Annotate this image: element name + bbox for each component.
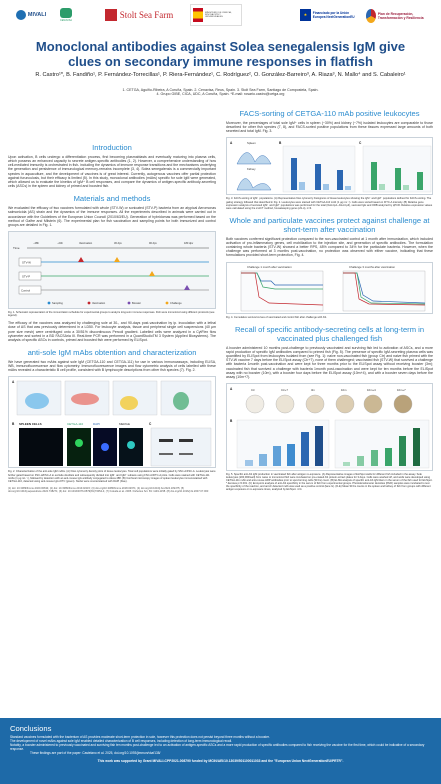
eu-flag-icon: ★	[300, 9, 311, 21]
legend-challenge: Challenge	[170, 302, 182, 306]
fig3-panel-a-label: A	[230, 141, 233, 146]
histogram-spleen	[237, 153, 271, 165]
conclusion-2: The development of novel mAbs against sole IgM enabled detailed characterization of B cell responses, including detection of long-term immunological recall.	[10, 738, 233, 743]
elispot-well	[306, 395, 324, 413]
bar	[403, 185, 409, 190]
eu-funding-logo: ★ Financiado por la Unión Europea NextGenerationEU	[300, 6, 360, 24]
confocal-image-spleen	[19, 428, 63, 466]
figure-1-caption: Fig. 1. Schematic representation of the immunization schedule for experimental groups to analyze long-term immune responses. Fish were immunized using different protocols (see legend).	[8, 311, 215, 318]
blot-band	[179, 453, 193, 455]
bar	[395, 168, 401, 190]
bar	[301, 432, 309, 466]
timeline-legend	[48, 301, 183, 305]
mivali-logo-icon	[16, 10, 26, 20]
timeline-label-vaccination: Vaccination	[79, 242, 93, 246]
blot-band	[179, 439, 193, 442]
elispot-well	[364, 395, 382, 413]
timeline-label-24h: −24h	[57, 242, 63, 246]
authors: R. Castro¹*, B. Fandiño¹, P. Fernández-Torrecillas¹, P. Riera-Fernández¹, C. Rodríguez², O. González-Barreiro³, A. Riaza³, N. Mallo⁴ and S. Cabaleiro¹	[35, 72, 406, 78]
cell-blue	[101, 443, 109, 451]
figure-5	[226, 383, 433, 471]
bar	[245, 460, 253, 466]
fig3-spleen-label: Spleen	[247, 141, 256, 146]
bar	[259, 454, 267, 466]
bar	[417, 172, 423, 190]
histogram-kidney	[237, 179, 271, 191]
density-cloud	[71, 393, 99, 405]
vaccines-text: Both vaccines conferred significant protection compared to the non-vaccinated control at 1 month after immunization, which included activation of pro-inflammatory genes, cell mobilization to the injection site, and generation of specific antibodies. The formulation containing whole bacteria (STV-W) showed a better RPS, 48% compared to 34% for the particulate bacteria. However, when the challenge was performed at 3 months post-vaccination, no protection was observed with either vaccine, indicating that these formulations provided short-term protection, Fig. 4.	[226, 236, 433, 258]
bar	[379, 184, 385, 190]
fig2-panel-b-label: B	[12, 422, 15, 427]
figure-2-caption: Fig. 2. Characterization of the anti-sole IgM mAbs. (A) Flow cytometry density plots of tissue leukocytes. Total cell populations were initially gated by SSC-A/FSC-A. Leukocytes were further gated based on FSC-H/FSC-A to exclude doublets and subsequently divided into IgM⁺ and IgM⁻ subsets using FSC-A/FITC-A plots. Cells were stained with CETGA-111 mAbs (1 µg mL⁻¹), followed by detection with an anti-mouse IgG antibody conjugated to Alexa 488. (B) Confocal microscopy images of spleen leukocytes immunostained with CETGA-110, detected using anti-mouse IgG-FITC (green). Nuclei were counterstained with DAPI (blue).	[8, 470, 216, 483]
elispot-well	[246, 395, 264, 413]
group-label-control: Control	[21, 288, 31, 293]
figure-1-timeline	[8, 231, 216, 309]
timeline-group-rows	[19, 257, 209, 294]
fig3-kidney-label: Kidney	[247, 167, 256, 172]
bar	[385, 448, 392, 466]
fig3-panel-c-label: C	[359, 141, 362, 146]
timeline-label-30dpv: 30 dpv	[114, 242, 122, 246]
fig2-cetga110-label: CETGA-110	[67, 422, 84, 427]
density-plots	[17, 381, 211, 415]
well-label-10m7: 10m+7	[397, 387, 406, 392]
vaccination-marker-icon	[78, 257, 84, 262]
recall-heading: Recall of specific antibody-secreting cells at long-term in vaccinated plus challenged fish	[234, 324, 425, 343]
cell-green	[75, 439, 83, 447]
mabs-text: We have generated two mAbs against sole IgM (CETGA-110 and CETGA-111) for use in various immunoassays, including ELISA, WB, immunofluorescence and flow cytometry. Immunofluorescence images and flow cytometric analysis of cells labelled with these mAbs revealed a characteristic B cell profile, consistent with B lymphocyte descriptions from other fish species (7). Fig. 2.	[8, 360, 216, 373]
density-cloud	[25, 393, 49, 409]
references: (1) doi: 10.3389/fimmu.2020.00634; (2) doi: 10.3389/fimmu.2019.02115; (3) doi.org/10.3389/fimmu.2018.02971; (4) doi.org/10.1016/j.fsi.2024.109475; (5) doi.org/10.1016/j.aquaculture.2022.738271; (6) doi: 10.1016/0076-6879(81)73054-4; (7) Fukuda et al. 2005. Fisheries Sci. 69: 1149-1158. (8) doi.org/10.1016/j.fsi.2007.07.003	[8, 486, 209, 493]
fig2-panel-a-label: A	[12, 380, 15, 385]
methods-text-2: The efficacy of the vaccines was analyzed by challenging sole at 30-, and 90-days post-vaccination by ip. inoculation with a lethal dose of AS that was previously determined in a LD50. For leukocyte analysis, tissue and peripheral single cell suspensions (40 µm pore size mesh) were centrifuged onto a 30/51% discontinuous Percoll gradient. Labelled cells were analyzed in a CytFlex flow cytometer and sorted in a BD FACSAria III. Real-time PCR was performed in a QuantStudioTM 3 System (Applied Biosystems). The analysis of specific ASCs in controls, primed and boosted fish were performed by ELISpot.	[8, 321, 216, 342]
elispot-well	[394, 395, 412, 413]
fig2-spleen-cells-label: SPLEEN CELLS	[19, 422, 42, 427]
bar	[273, 446, 281, 466]
well-label-ctr7: Ctr+7	[281, 387, 288, 392]
affiliations	[40, 88, 401, 97]
fig2-dapi-label: DAPI	[93, 422, 101, 427]
figure-4-caption: Fig. 4. Cumulative survival curves of vaccinated and control fish after challenge with AS.	[226, 315, 327, 319]
methods-text: We evaluated the efficacy of two vaccines formulated with whole (STV-W) or sonicated (STV-P) bacteria from an atypical Aeromonas salmonicida (AS) strain and the dynamics of the immune responses. All the experiments described in animals were carried out in accordance with the Guidelines of the European Union Council (2010/63/EU). Generation of hybridomas was performed based on the method of Galfre and Milstein (6). The experimental plan for fish vaccination and sampling points for both immunized and control groups are detailed in Fig. 1.	[8, 206, 216, 227]
logo-strip	[0, 0, 441, 34]
bar	[291, 158, 297, 190]
well-label-3m: 3m	[311, 387, 315, 392]
conclusions-heading: Conclusions	[10, 724, 52, 733]
bar	[287, 444, 295, 466]
stolt-sea-farm-logo: Stolt Sea Farm	[90, 6, 188, 24]
booster-marker-icon	[184, 285, 190, 290]
ministry-logo: MINISTERIO DE CIENCIA, INNOVACIÓN Y UNIVERSIDADES	[190, 4, 242, 26]
figure-4	[226, 262, 433, 314]
western-blot-panel	[151, 428, 211, 466]
timeline-label-90dpv: 90 dpv	[149, 242, 157, 246]
bar	[399, 436, 406, 466]
cenavisa-logo-icon	[60, 8, 72, 18]
intro-heading: Introduction	[92, 143, 132, 152]
survival-chart-1	[241, 271, 323, 311]
conclusion-1: Standard vaccines formulated with the bacterium of AS provides moderate short-term protection in sole, however this protection does not persist beyond three months without a booster.	[10, 735, 270, 739]
figure-3-svg	[227, 138, 434, 196]
bar	[323, 184, 329, 190]
challenge-marker-icon	[114, 257, 120, 262]
affiliation-line-2: 4. Grupo GIBE, CICA, UDC, A Coruña, Spain. *E-mail: rosario.castro@cetga.org	[156, 92, 285, 97]
conclusion-3: Notably, a booster administered to previously vaccinated and surviving fish ten months post-challenge led to an activation of antigen-specific ASCs and a more rapid production of specific antibodies compared to fish receiving the vaccine for the first time, which could be indicative of a secondary response.	[10, 742, 425, 751]
well-label-10m: 10m	[341, 387, 347, 392]
survival-chart-title-2: Challenge 3 months after vaccination	[349, 264, 396, 269]
bar	[357, 456, 364, 466]
legend-sampling-icon	[48, 302, 51, 305]
bar	[315, 164, 321, 190]
facs-heading: FACS-sorting of CETGA-110 mAb positive leukocytes	[239, 109, 420, 118]
legend-booster: Booster	[132, 302, 141, 306]
figure-5-caption: Fig. 5. Specific anti-AS IgM production in vaccinated fish after antigen re-exposure. (A) Representative images of ELISpot wells for different fish included in the assay. Sole leukocytes (200,000/well) from naive or immunized fish were incubated on pre-coated AS protein extract plates for 3 days. Cells were washed off, and wells were developed using CETGA-111 mAb and anti-mouse HRP antibodies prior to spot-forming cells (SFCs) count. (B) ELISA analysis of specific anti-AS IgM titers in the serum of the fish used for ELISpot. * denotes p<0.001. (C) End-point analysis of anti-AS specificity in the serum of fish from experimental groups. Photodensitometer densities (PHD) samples were incubated to test the specificity of the reaction, and anti-F detected mAb was used as a positive control (lane G). (D-E) Mean SFCs counts in the spleen and kidney of fish from groups with different antigen exposure or re-exposure times, analyzed by ELISpot. n=4.	[226, 472, 433, 492]
bar	[345, 186, 351, 190]
figure-3-caption: Fig. 3. FACS-sorting of IgM⁺ populations. (A) Representative flow cytometry histograms of tissue leukocytes showing the IgM⁺ and IgM⁻ populations defined for FACS-sorting. The gating strategy followed that described in Fig. 2. Leukocytes were stained with CETGA-110 mAb (1 µg mL⁻¹). Cells were sorted based on FITC-A intensity. (B) Relative gene expression analysis of secreted IgM⁺ and IgM⁻ populations was performed for the total (IGH-Cµ1–IGH-Cµ3), secreted IgH and ORB analyzed by qPCR. Relative expression values were calculated using the 2-ΔCT method, housekeeping gene (ef1-α), n=3.	[226, 197, 433, 210]
right-column	[226, 106, 433, 492]
blot-band	[159, 439, 173, 442]
prtr-logo: Plan de Recuperación, Transformación y Resiliencia	[366, 6, 436, 26]
elispot-well	[276, 395, 294, 413]
bar	[343, 462, 350, 466]
figure-3	[226, 137, 433, 195]
cell-merge	[127, 441, 135, 449]
cenavisa-logo: CENAVISA	[52, 6, 80, 24]
bar	[413, 428, 420, 466]
legend-challenge-icon	[166, 302, 169, 305]
elispot-well	[336, 395, 354, 413]
mabs-heading: anti-sole IgM mAbs obtention and characterization	[27, 348, 197, 357]
bar	[371, 450, 378, 466]
legend-booster-icon	[128, 302, 131, 305]
figure-4-svg	[227, 263, 434, 315]
timeline-label-48h: −48h	[33, 242, 39, 246]
figure-2-svg	[9, 377, 217, 469]
prtr-logo-icon	[366, 9, 376, 23]
legend-vaccination: Vaccination	[92, 302, 106, 306]
left-column	[8, 140, 216, 493]
mivali-logo: MIVALI	[12, 8, 50, 22]
recall-text: A booster administered 10 months post-challenge to previously vaccinated and surviving fish led to activation of ASCs, and a more rapid production of specific IgM antibodies compared to primed fish (Fig. 5). The presence of specific IgM-secreting plasma cells was quantified by ELISpot from leukocytes isolated from (see Fig. 1): naive non-vaccinated fish (group Ctr) and naive fish primed with the STV-W vaccine 7 days before the ELISpot assay (Ctr+7), none of them challenged; vaccinated fish (STV-W) that survived a challenge with bacteria 1month post-vaccination and were kept for three months prior to the ELISpot assay without receiving booster (3m); vaccinated fish that survived a challenge with bacteria 1month post-vaccination and were kept for ten months before the ELISpot assay with no booster (10m), with a booster four days before the ELISpot assay (10m+4), and with a booster seven days before the assay (10m+7).	[226, 345, 433, 379]
density-cloud	[173, 392, 189, 410]
group-label-stvp: STV-P	[22, 274, 31, 279]
challenge-marker-icon	[149, 271, 155, 276]
intro-text: Upon activation, B cells undergo a differentiation process, first becoming plasmablasts and eventually maturing into plasma cells, which possess an enhanced capacity to secrete antigen-specific antibodies (1, 2). However, a comprehensive understanding of how cell-mediated immunity is orchestrated in fish- including the dynamics of immune response transitions and the mechanisms underlying the generation and persistence of immunological memory-remains incomplete (3, 4). Solea senegalensis is a commercially important species in aquaculture, and the development of vaccines is of great interest. Currently, autogenous vaccines offer partial protection against furunculosis, but their efficacy is limited (5). In this study, monoclonal antibodies (mAbs) specific for sole IgM were generated, which allowed us to evaluate the kinetics of IgM⁺ B cell responses, and compare the dynamics of antigen-specific antibody-secreting cells (ASCs) in the spleen and kidney of primed and boosted fish.	[8, 155, 216, 189]
legend-vaccination-icon	[88, 302, 91, 305]
well-label-10m4: 10m+4	[367, 387, 376, 392]
methods-heading: Materials and methods	[73, 194, 151, 204]
fig2-merge-label: MERGE	[119, 422, 131, 427]
legend-sampling: Sampling	[52, 302, 63, 306]
well-label-ctr: Ctr	[251, 387, 255, 392]
group-label-stvw: STV-W	[22, 260, 31, 265]
facs-text: Moreover, the percentages of total sole IgM⁺ cells in spleen (~30%) and kidney (~7%) isolated leukocytes are comparable to those described for other fish species (7, 8), and FACS-sorted positive populations from these tissues expressed large amounts of both secreted and total IgM. Fig. 3.	[226, 121, 433, 134]
conclusions-panel	[0, 718, 441, 784]
fig2-panel-c-label: C	[149, 422, 152, 427]
density-cloud	[120, 396, 138, 410]
bar	[299, 182, 305, 190]
timeline-svg	[9, 232, 217, 310]
timeline-label-180dpv: 180 dpv	[184, 242, 194, 246]
bar	[371, 162, 377, 190]
fig5-panel-b-label: B	[230, 418, 233, 423]
fig5-panel-a-label: A	[230, 386, 233, 391]
poster-title: Monoclonal antibodies against Solea senegalensis IgM give clues on secondary immune responses in flatfish	[35, 39, 406, 69]
bar	[315, 426, 323, 466]
stolt-logo-icon	[105, 9, 117, 21]
spain-flag-icon	[193, 8, 203, 22]
fig3-panel-b-label: B	[279, 141, 282, 146]
conclusion-paper-ref: These findings are part of the paper: Castelano et al. 2025, doi.org/10.1093/jimmun/vkaf138/	[30, 750, 161, 755]
bar	[337, 170, 343, 190]
timeline-label-time: Time	[13, 246, 20, 251]
blot-band	[159, 453, 173, 455]
figure-5-svg	[227, 384, 434, 472]
figure-2	[8, 376, 216, 468]
survival-chart-title-1: Challenge 1 month after vaccination	[247, 264, 292, 269]
affiliation-line-1: 1. CETGA, Aguiño-Ribeira, A Coruña, Spain. 2. Cenavisa, Reus, Spain. 3. Stolt Sea Farm, Santiago de Compostela, Spain.	[122, 88, 319, 92]
vaccines-heading: Whole and particulate vaccines protect against challenge at short-term after vaccination	[229, 215, 430, 234]
funding-statement: This work was supported by Grant MIVALI-CPP2021-008790 funded by MCIN/AEI/10.13039/501100011033 and the "European Union NextGenerationEU/PRTR".	[97, 758, 344, 763]
